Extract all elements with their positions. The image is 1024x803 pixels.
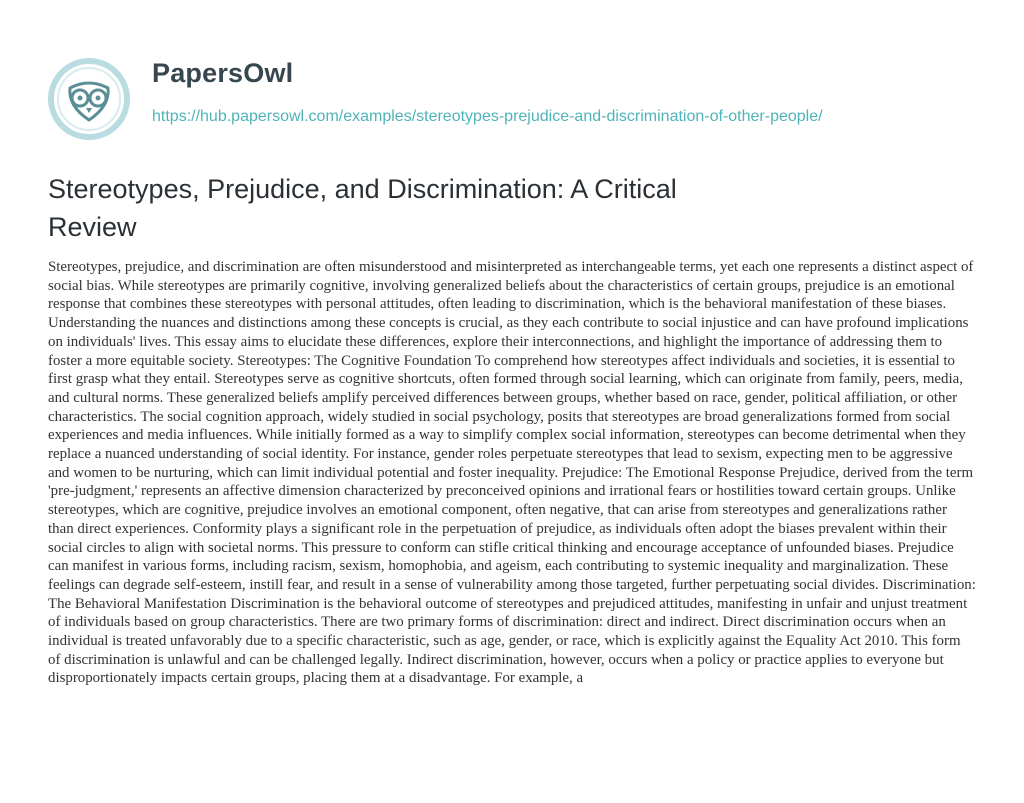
- source-url-link[interactable]: https://hub.papersowl.com/examples/stereotypes-prejudice-and-discrimination-of-other-people/: [152, 108, 823, 125]
- brand-name: PapersOwl: [152, 58, 294, 88]
- article-title: Stereotypes, Prejudice, and Discrimination: A Critical Review: [48, 174, 677, 242]
- owl-logo-icon: [48, 58, 130, 140]
- site-header: [48, 36, 948, 156]
- article-body: Stereotypes, prejudice, and discrimination are often misunderstood and misinterpreted as interchangeable terms, yet each one represents a distinct aspect of social bias. While stereotypes are primarily cognitive, involving generalized beliefs about the characteristics of certain groups, prejudice is an emotional response that combines these stereotypes with personal attitudes, often leading to discrimination, which is the behavioral manifestation of these biases. Understanding the nuances and distinctions among these concepts is crucial, as they each contribute to social injustice and can have profound implications on individuals' lives. This essay aims to elucidate these differences, explore their interconnections, and highlight the importance of addressing them to foster a more equitable society. Stereotypes: The Cognitive Foundation To comprehend how stereotypes affect individuals and societies, it is essential to first grasp what they entail. Stereotypes serve as cognitive shortcuts, often formed through social learning, which can originate from family, peers, media, and cultural norms. These generalized beliefs amplify perceived differences between groups, whether based on race, gender, political affiliation, or other characteristics. The social cognition approach, widely studied in social psychology, posits that stereotypes are broad generalizations formed from social experiences and media influences. While initially formed as a way to simplify complex social information, stereotypes can become detrimental when they replace a nuanced understanding of social identity. For instance, gender roles perpetuate stereotypes that lead to sexism, expecting men to be aggressive and women to be nurturing, which can limit individual potential and foster inequality. Prejudice: The Emotional Response Prejudice, derived from the term 'pre-judgment,' represents an affective dimension characterized by preconceived opinions and irrational fears or hostilities toward certain groups. Unlike stereotypes, which are cognitive, prejudice involves an emotional component, often negative, that can arise from stereotypes and generalizations rather than direct experiences. Conformity plays a significant role in the perpetuation of prejudice, as individuals often adopt the biases prevalent within their social circles to align with societal norms. This pressure to conform can stifle critical thinking and encourage acceptance of unfounded biases. Prejudice can manifest in various forms, including racism, sexism, homophobia, and ageism, each contributing to systemic inequality and marginalization. These feelings can degrade self-esteem, instill fear, and result in a sense of vulnerability among those targeted, further perpetuating social divides. Discrimination: The Behavioral Manifestation Discrimination is the behavioral outcome of stereotypes and prejudiced attitudes, manifesting in unfair and unjust treatment of individuals based on group characteristics. There are two primary forms of discrimination: direct and indirect. Direct discrimination occurs when an individual is treated unfavorably due to a specific characteristic, such as age, gender, or race, which is explicitly against the Equality Act 2010. This form of discrimination is unlawful and can be challenged legally. Indirect discrimination, however, occurs when a policy or practice applies to everyone but disproportionately impacts certain groups, placing them at a disadvantage. For example, a: [48, 259, 976, 687]
